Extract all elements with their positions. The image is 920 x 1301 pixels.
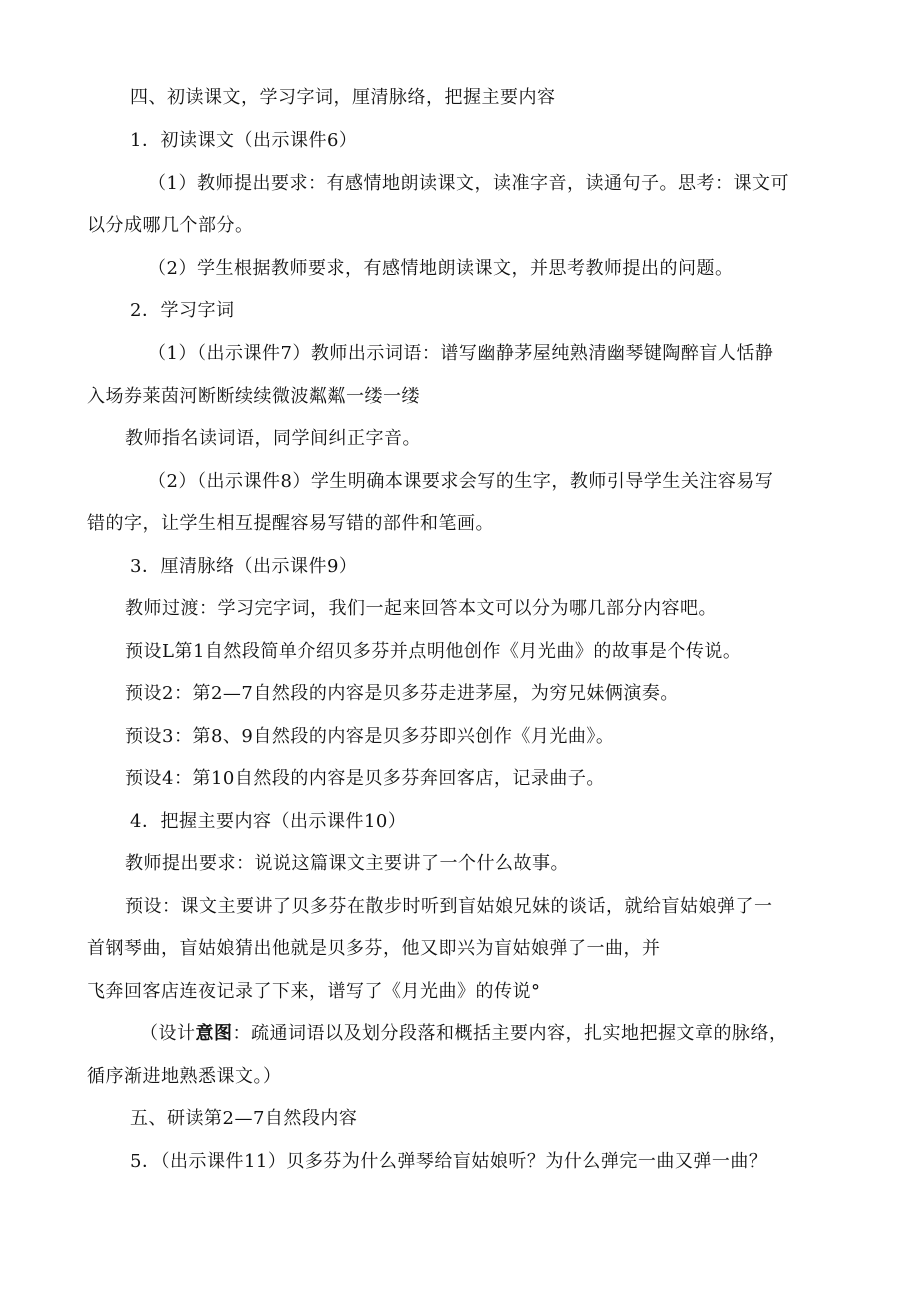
paragraph-line: 以分成哪几个部分。 <box>87 215 254 236</box>
design-intent-prefix: （设计 <box>140 1023 196 1044</box>
paragraph-line: 预设2：第2—7自然段的内容是贝多芬走进茅屋，为穷兄妹俩演奏。 <box>125 683 679 704</box>
subheading-4: 4．把握主要内容（出示课件10） <box>130 811 407 832</box>
paragraph-line: 教师指名读词语，同学间纠正字音。 <box>125 428 421 449</box>
paragraph-line: 预设3：第8、9自然段的内容是贝多芬即兴创作《月光曲》。 <box>125 726 615 747</box>
subheading-3: 3．厘清脉络（出示课件9） <box>130 556 358 577</box>
paragraph-line: 飞奔回客店连夜记录了下来，谱写了《月光曲》的传说° <box>87 981 541 1002</box>
paragraph-line: （1）教师提出要求：有感情地朗读课文，读准字音，读通句子。思考：课文可 <box>148 173 789 194</box>
design-intent-text: ：疏通词语以及划分段落和概括主要内容，扎实地把握文章的脉络， <box>232 1023 788 1044</box>
paragraph-line: 预设：课文主要讲了贝多芬在散步时听到盲姑娘兄妹的谈话，就给盲姑娘弹了一 <box>125 896 773 917</box>
paragraph-line: 教师提出要求：说说这篇课文主要讲了一个什么故事。 <box>125 853 569 874</box>
paragraph-line: （1）（出示课件7）教师出示词语：谱写幽静茅屋纯熟清幽琴键陶醉盲人恬静 <box>148 343 774 364</box>
design-intent-line <box>140 1022 788 1046</box>
design-intent-label: 意图 <box>195 1023 233 1044</box>
paragraph-line: 预设L第1自然段简单介绍贝多芬并点明他创作《月光曲》的故事是个传说。 <box>125 641 742 662</box>
paragraph-line: 首钢琴曲，盲姑娘猜出他就是贝多芬，他又即兴为盲姑娘弹了一曲，并 <box>87 938 661 959</box>
paragraph-line: （2）（出示课件8）学生明确本课要求会写的生字，教师引导学生关注容易写 <box>148 471 774 492</box>
section-heading-4: 四、初读课文，学习字词，厘清脉络，把握主要内容 <box>130 87 556 108</box>
paragraph-line: （2）学生根据教师要求，有感情地朗读课文，并思考教师提出的问题。 <box>148 258 734 279</box>
subheading-1: 1．初读课文（出示课件6） <box>130 130 358 151</box>
paragraph-line: 入场券莱茵河断断续续微波粼粼一缕一缕 <box>87 386 420 407</box>
section-heading-5: 五、研读第2—7自然段内容 <box>130 1108 358 1129</box>
paragraph-line: 教师过渡：学习完字词，我们一起来回答本文可以分为哪几部分内容吧。 <box>125 598 717 619</box>
paragraph-line: 预设4：第10自然段的内容是贝多芬奔回客店，记录曲子。 <box>125 768 605 789</box>
subheading-2: 2．学习字词 <box>130 300 235 321</box>
paragraph-line: 循序渐进地熟悉课文。） <box>87 1066 282 1087</box>
paragraph-line: 错的字，让学生相互提醒容易写错的部件和笔画。 <box>87 513 494 534</box>
subheading-5: 5．（出示课件11）贝多芬为什么弹琴给盲姑娘听？为什么弹完一曲又弹一曲？ <box>130 1151 768 1172</box>
